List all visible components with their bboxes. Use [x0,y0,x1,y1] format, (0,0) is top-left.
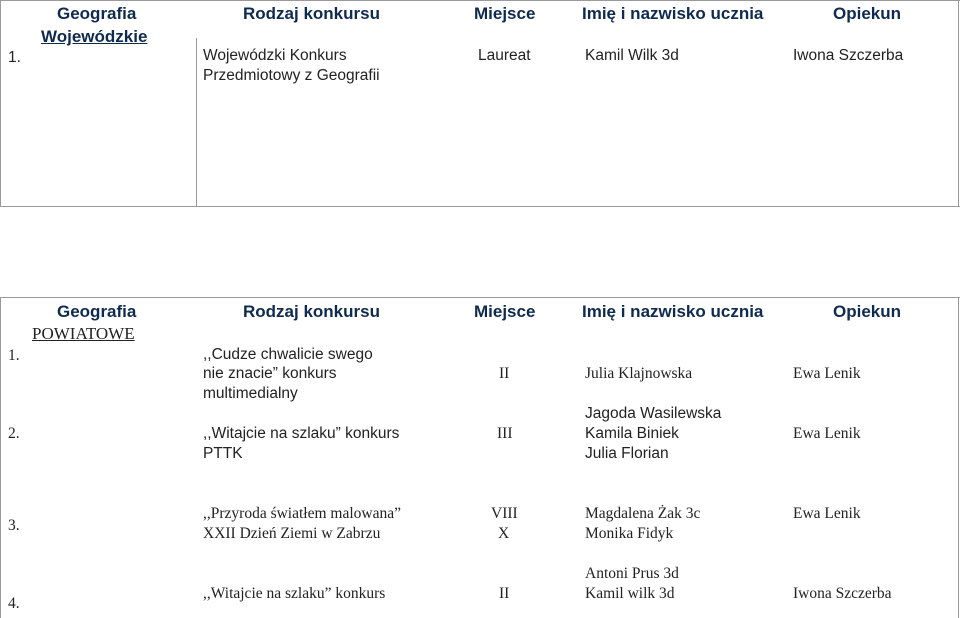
header-opiekun-2: Opiekun [833,302,902,321]
t2-row2-tutor: Ewa Lenik [793,425,861,442]
t2-row2-number: 2. [8,425,20,442]
t2-row4-contest-line1: ,,Witajcie na szlaku” konkurs [203,585,386,602]
t2-row3-student-line1: Magdalena Żak 3c [585,505,701,522]
t2-row4-tutor: Iwona Szczerba [793,585,892,602]
header-opiekun: Opiekun [833,4,902,23]
header-rodzaj-konkursu: Rodzaj konkursu [243,4,380,23]
t2-row1-student: Julia Klajnowska [585,365,693,382]
header-rodzaj-konkursu-2: Rodzaj konkursu [243,302,380,321]
t2-row1-number: 1. [8,347,20,364]
header-miejsce-2: Miejsce [474,302,536,321]
t2-row1-contest-line1: ,,Cudze chwalicie swego [203,346,373,363]
t2-row3-number: 3. [8,517,20,534]
table1-col-divider [196,38,197,207]
t1-row1-student: Kamil Wilk 3d [585,47,679,64]
t2-row1-contest-line3: multimedialny [203,385,298,402]
header-imie-nazwisko-2: Imię i nazwisko ucznia [582,302,764,321]
t2-row3-place-line2: X [498,525,510,542]
table1-bottom-border [0,206,960,207]
t2-row4-student-line1: Antoni Prus 3d [585,565,679,582]
t2-row4-number: 4. [8,595,20,612]
t1-row1-tutor: Iwona Szczerba [793,47,904,64]
t2-row3-place-line1: VIII [491,505,518,522]
t1-row1-place: Laureat [478,47,531,64]
t2-row2-contest-line2: PTTK [203,445,243,462]
t2-row4-place: II [499,585,510,602]
t1-row1-contest-line2: Przedmiotowy z Geografii [203,67,380,84]
t2-row1-contest-line2: nie znacie” konkurs [203,365,337,382]
t1-row1-contest-line1: Wojewódzki Konkurs [203,47,347,64]
t2-row3-contest-line2: XXII Dzień Ziemi w Zabrzu [203,525,381,542]
header-imie-nazwisko: Imię i nazwisko ucznia [582,4,764,23]
table2-top-border [0,297,960,298]
header-geografia-2: Geografia [57,302,137,321]
table1-right-border [958,0,959,207]
t2-row1-place: II [499,365,510,382]
table1-left-border [0,0,1,207]
t2-row2-student-line2: Kamila Biniek [585,425,679,442]
t2-row2-student-line1: Jagoda Wasilewska [585,405,722,422]
header-miejsce: Miejsce [474,4,536,23]
t2-row2-contest-line1: ,,Witajcie na szlaku” konkurs [203,425,400,442]
t2-row3-tutor: Ewa Lenik [793,505,861,522]
t2-row1-tutor: Ewa Lenik [793,365,861,382]
t2-row4-student-line2: Kamil wilk 3d [585,585,675,602]
t1-row1-number: 1. [8,49,21,66]
t2-row2-place: III [497,425,513,442]
table2-right-border [958,297,959,618]
table1-top-border [0,0,960,1]
section-title-wojewodzkie: Wojewódzkie [41,27,148,46]
t2-row2-student-line3: Julia Florian [585,445,669,462]
t2-row3-student-line2: Monika Fidyk [585,525,674,542]
section-title-powiatowe: POWIATOWE [32,324,135,343]
t2-row3-contest-line1: ,,Przyroda światłem malowana” [203,505,401,522]
table2-left-border [0,297,1,618]
header-geografia: Geografia [57,4,137,23]
